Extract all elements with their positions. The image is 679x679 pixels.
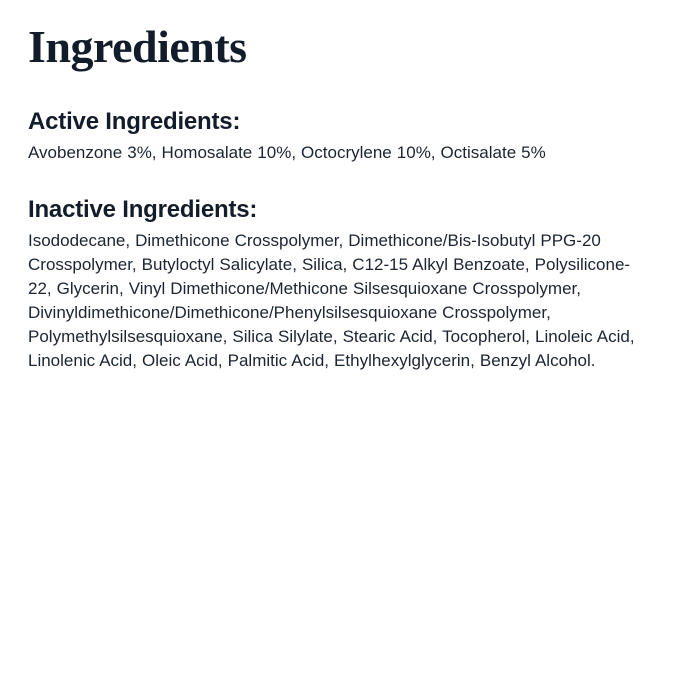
active-ingredients-text: Avobenzone 3%, Homosalate 10%, Octocrylene 10%, Octisalate 5% bbox=[28, 142, 546, 162]
active-ingredients-heading: Active Ingredients: bbox=[28, 107, 241, 135]
inactive-ingredients-heading: Inactive Ingredients: bbox=[28, 195, 258, 223]
page-title: Ingredients bbox=[28, 21, 247, 72]
inactive-ingredients-section bbox=[28, 195, 651, 374]
active-ingredients-section bbox=[28, 107, 651, 165]
inactive-ingredients-text: Isododecane, Dimethicone Crosspolymer, Dimethicone/Bis-Isobutyl PPG-20 Crosspolymer, Butyloctyl Salicylate, Silica, C12-15 Alkyl Benzoate, Polysilicone-22, Glycerin, Vinyl Dimethicone/Methicone Silsesquioxane Crosspolymer, Divinyldimethicone/Dimethicone/Phenylsilsesquioxane Crosspolymer, Polymethylsilsesquioxane, Silica Silylate, Stearic Acid, Tocopherol, Linoleic Acid, Linolenic Acid, Oleic Acid, Palmitic Acid, Ethylhexylglycerin, Benzyl Alcohol. bbox=[28, 230, 635, 371]
